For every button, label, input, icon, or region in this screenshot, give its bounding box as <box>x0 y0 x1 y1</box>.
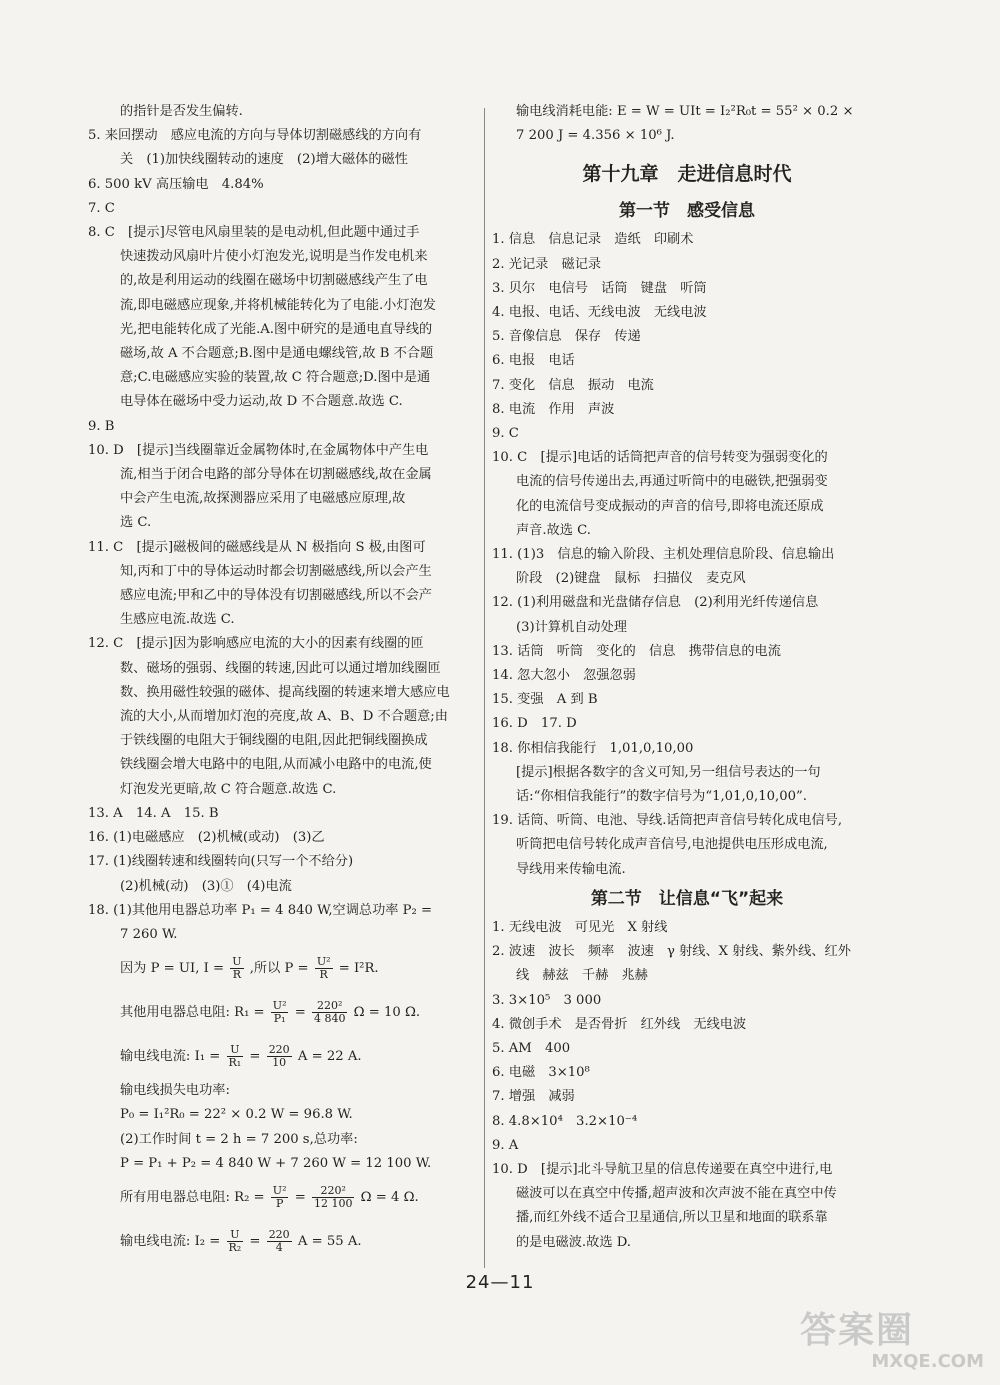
fraction <box>227 1229 244 1254</box>
text-line: 17. (1)线圈转速和线圈转向(只写一个不给分) <box>88 854 354 870</box>
text-line: 4. 电报、电话、无线电波 无线电波 <box>492 305 707 321</box>
denominator: R₁ <box>228 1056 242 1070</box>
formula-text: 输电线电流: I₂ = <box>120 1233 221 1249</box>
denominator: 4 <box>275 1240 283 1254</box>
text-line: 的是电磁波.故选 D. <box>516 1234 631 1250</box>
text-line: 5. 来回摆动 感应电流的方向与导体切割磁感线的方向有 <box>88 128 422 144</box>
denominator: R <box>319 968 328 982</box>
text-line: 的,故是利用运动的线圈在磁场中切割磁感线产生了电 <box>120 273 428 289</box>
text-line: 7. 变化 信息 振动 电流 <box>492 377 654 393</box>
numerator: U <box>227 1044 244 1057</box>
text-line: 关 (1)加快线圈转动的速度 (2)增大磁体的磁性 <box>120 152 408 168</box>
formula-text: Ω = 4 Ω. <box>360 1189 419 1205</box>
denominator: 4 840 <box>313 1012 346 1026</box>
text-line: 3. 3×10⁵ 3 000 <box>492 992 602 1008</box>
text-line: 输电线损失电功率: <box>120 1083 230 1099</box>
text-line: 9. B <box>88 418 115 434</box>
section-title: 第一节 感受信息 <box>619 201 755 222</box>
text-line: 声音.故选 C. <box>516 522 591 538</box>
text-line: 电流的信号传递出去,再通过听筒中的电磁铁,把强弱变 <box>516 474 828 490</box>
text-line: 6. 电磁 3×10⁸ <box>492 1065 590 1081</box>
text-line: 知,丙和丁中的导体运动时都会切割磁感线,所以会产生 <box>120 563 432 579</box>
text-line: P₀ = I₁²R₀ = 22² × 0.2 W = 96.8 W. <box>120 1107 353 1123</box>
text-line: 7. 增强 减弱 <box>492 1089 575 1105</box>
text-line: 灯泡发光更暗,故 C 符合题意.故选 C. <box>120 781 337 797</box>
denominator: P <box>275 1196 284 1210</box>
fraction <box>312 1185 355 1210</box>
fraction <box>271 1000 289 1025</box>
text-line: 流的大小,从而增加灯泡的亮度,故 A、B、D 不合题意;由 <box>120 709 448 725</box>
text-line: 7 200 J = 4.356 × 10⁶ J. <box>516 128 675 144</box>
text-line: 听筒把电信号转化成声音信号,电池提供电压形成电流, <box>516 837 828 853</box>
text-line: 电导体在磁场中受力运动,故 D 不合题意.故选 C. <box>120 394 403 410</box>
text-line: 线 赫兹 千赫 兆赫 <box>516 968 648 984</box>
text-line: 13. A 14. A 15. B <box>88 805 219 821</box>
text-line: 选 C. <box>120 515 152 531</box>
denominator: R₂ <box>228 1240 242 1254</box>
text-line: 2. 光记录 磁记录 <box>492 256 602 272</box>
fraction <box>312 1000 348 1025</box>
text-line: 10. D [提示]当线圈靠近金属物体时,在金属物体中产生电 <box>88 442 429 458</box>
numerator: 220² <box>312 1185 355 1198</box>
fraction <box>227 1044 244 1069</box>
text-line: 流,即电磁感应现象,并将机械能转化为了电能.小灯泡发 <box>120 297 436 313</box>
formula-line <box>88 947 478 991</box>
numerator: U² <box>316 955 331 969</box>
denominator: 12 100 <box>313 1196 353 1210</box>
text-line: 7 260 W. <box>120 926 178 942</box>
watermark <box>800 1310 990 1380</box>
text-line: [提示]根据各数字的含义可知,另一组信号表达的一句 <box>516 764 821 780</box>
numerator: 220 <box>268 1227 290 1241</box>
formula-text: = <box>294 1189 306 1205</box>
fraction <box>267 1044 292 1069</box>
text-line: 14. 忽大忽小 忽强忽弱 <box>492 668 636 684</box>
text-line: 阶段 (2)键盘 鼠标 扫描仪 麦克风 <box>516 571 746 587</box>
formula-text: A = 55 A. <box>297 1233 362 1249</box>
text-line: 流,相当于闭合电路的部分导体在切割磁感线,故在金属 <box>120 467 432 483</box>
chapter-title: 第十九章 走进信息时代 <box>582 163 792 186</box>
text-line: 16. D 17. D <box>492 716 577 732</box>
text-line: 9. C <box>492 426 519 442</box>
text-line: 6. 电报 电话 <box>492 353 575 369</box>
text-line: 16. (1)电磁感应 (2)机械(或动) (3)乙 <box>88 830 325 846</box>
text-line: 9. A <box>492 1137 519 1153</box>
text-line: 12. C [提示]因为影响感应电流的大小的因素有线圈的匝 <box>88 636 424 652</box>
denominator: R <box>232 968 242 982</box>
text-line: 化的电流信号变成振动的声音的信号,即将电流还原成 <box>516 498 824 514</box>
text-line: 光,把电能转化成了光能.A.图中研究的是通电直导线的 <box>120 321 433 337</box>
text-line: 的指针是否发生偏转. <box>120 104 243 119</box>
watermark-logo-text: 答案圈 <box>800 1310 915 1351</box>
text-line: 话:“你相信我能行”的数字信号为“1,01,0,10,00”. <box>516 789 807 805</box>
formula-text: Ω = 10 Ω. <box>353 1005 421 1021</box>
text-line: 11. (1)3 信息的输入阶段、主机处理信息阶段、信息输出 <box>492 547 835 563</box>
text-line: 7. C <box>88 200 115 216</box>
numerator: 220 <box>268 1043 290 1057</box>
right-column <box>492 100 882 1255</box>
text-line: 意;C.电磁感应实验的装置,故 C 符合题意;D.图中是通 <box>120 370 431 386</box>
formula-text: 所有用电器总电阻: R₂ = <box>120 1189 265 1205</box>
formula-text: = <box>249 1233 261 1249</box>
numerator: U² <box>272 999 287 1013</box>
formula-text: 其他用电器总电阻: R₁ = <box>120 1005 265 1021</box>
text-line: 铁线圈会增大电路中的电阻,从而减小电路中的电流,使 <box>120 757 432 773</box>
left-column <box>88 100 478 1264</box>
text-line: 10. D [提示]北斗导航卫星的信息传递要在真空中进行,电 <box>492 1161 833 1177</box>
fraction <box>271 1185 289 1210</box>
text-line: 12. (1)利用磁盘和光盘储存信息 (2)利用光纤传递信息 <box>492 595 819 611</box>
watermark-url: MXQE.COM <box>871 1351 984 1372</box>
fraction <box>230 956 243 981</box>
numerator: U² <box>272 1183 287 1197</box>
text-line: 13. 话筒 听筒 变化的 信息 携带信息的电流 <box>492 643 781 659</box>
text-line: 磁场,故 A 不合题意;B.图中是通电螺线管,故 B 不合题 <box>120 346 434 362</box>
text-line: 10. C [提示]电话的话筒把声音的信号转变为强弱变化的 <box>492 450 828 466</box>
text-line: 2. 波速 波长 频率 波速 γ 射线、X 射线、紫外线、红外 <box>492 944 851 960</box>
fraction <box>315 956 333 981</box>
formula-text: 输电线电流: I₁ = <box>120 1049 221 1065</box>
page-number: 24—11 <box>465 1272 535 1293</box>
formula-text: A = 22 A. <box>297 1049 362 1065</box>
text-line: 磁波可以在真空中传播,超声波和次声波不能在真空中传 <box>516 1186 837 1202</box>
text-line: 3. 贝尔 电信号 话筒 键盘 听筒 <box>492 280 707 296</box>
numerator: U <box>227 1229 244 1242</box>
text-line: 19. 话筒、听筒、电池、导线.话筒把声音信号转化成电信号, <box>492 813 843 829</box>
formula-line <box>88 1035 478 1079</box>
text-line: (2)工作时间 t = 2 h = 7 200 s,总功率: <box>120 1131 358 1147</box>
formula-line <box>88 1176 478 1220</box>
numerator: 220² <box>312 1000 348 1013</box>
denominator: 10 <box>272 1056 287 1070</box>
text-line: 生感应电流.故选 C. <box>120 612 235 628</box>
text-line: 15. 变强 A 到 B <box>492 692 598 708</box>
text-line: 快速拨动风扇叶片使小灯泡发光,说明是当作发电机来 <box>120 249 428 265</box>
denominator: P₁ <box>273 1012 286 1026</box>
numerator: U <box>232 955 242 969</box>
formula-text: = <box>294 1005 306 1021</box>
formula-text: ,所以 P = <box>249 961 309 977</box>
text-line: 5. AM 400 <box>492 1040 571 1056</box>
formula-line <box>88 991 478 1035</box>
text-line: 5. 音像信息 保存 传递 <box>492 329 641 345</box>
text-line: P = P₁ + P₂ = 4 840 W + 7 260 W = 12 100 W. <box>120 1155 432 1171</box>
text-line: 4. 微创手术 是否骨折 红外线 无线电波 <box>492 1016 747 1032</box>
formula-text: = <box>249 1049 261 1065</box>
formula-text: = I²R. <box>338 961 379 977</box>
text-line: 18. (1)其他用电器总功率 P₁ = 4 840 W,空调总功率 P₂ = <box>88 902 433 918</box>
text-line: 8. C [提示]尽管电风扇里装的是电动机,但此题中通过手 <box>88 225 420 241</box>
text-line: 中会产生电流,故探测器应采用了电磁感应原理,故 <box>120 491 406 507</box>
text-line: 8. 4.8×10⁴ 3.2×10⁻⁴ <box>492 1113 638 1129</box>
text-line: 播,而红外线不适合卫星通信,所以卫星和地面的联系靠 <box>516 1210 828 1226</box>
fraction <box>267 1229 292 1254</box>
text-line: 导线用来传输电流. <box>516 861 626 877</box>
text-line: 1. 无线电波 可见光 X 射线 <box>492 919 668 935</box>
formula-text: 因为 P = UI, I = <box>120 961 225 977</box>
formula-line <box>88 1220 478 1264</box>
text-line: (3)计算机自动处理 <box>516 619 627 635</box>
text-line: 感应电流;甲和乙中的导体没有切割磁感线,所以不会产 <box>120 588 432 604</box>
section-title: 第二节 让信息“飞”起来 <box>590 888 784 909</box>
text-line: 8. 电流 作用 声波 <box>492 401 615 417</box>
text-line: 1. 信息 信息记录 造纸 印刷术 <box>492 232 694 248</box>
column-divider <box>484 108 485 1268</box>
text-line: 11. C [提示]磁极间的磁感线是从 N 极指向 S 极,由图可 <box>88 539 426 555</box>
text-line: 18. 你相信我能行 1,01,0,10,00 <box>492 740 694 756</box>
text-line: (2)机械(动) (3)① (4)电流 <box>120 878 292 894</box>
text-line: 6. 500 kV 高压输电 4.84% <box>88 176 264 192</box>
text-line: 数、磁场的强弱、线圈的转速,因此可以通过增加线圈匝 <box>120 660 441 676</box>
text-line: 输电线消耗电能: E = W = UIt = I₂²R₀t = 55² × 0.2 × <box>516 104 854 119</box>
text-line: 数、换用磁性较强的磁体、提高线圈的转速来增大感应电 <box>120 684 450 700</box>
text-line: 于铁线圈的电阻大于铜线圈的电阻,因此把铜线圈换成 <box>120 733 428 749</box>
